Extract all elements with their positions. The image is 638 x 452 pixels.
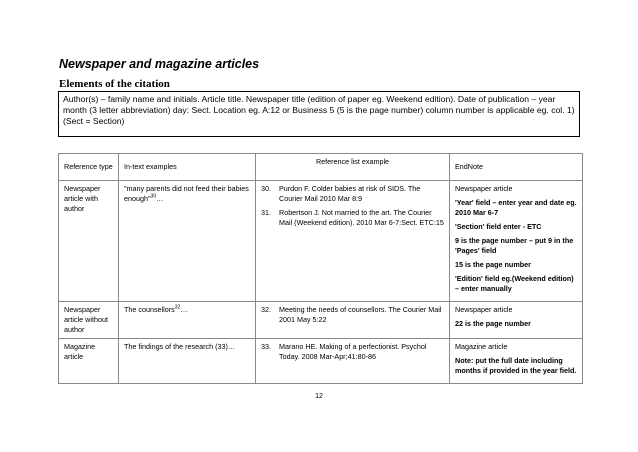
- reference-list-cell: [256, 302, 450, 339]
- reference-entry: [261, 342, 444, 362]
- endnote-cell: [450, 181, 583, 302]
- in-text-example-cell: [119, 181, 256, 302]
- reference-list: [261, 184, 444, 228]
- reference-type-cell: Newspaper article without author: [59, 302, 119, 339]
- page-number: 12: [315, 393, 323, 400]
- section-heading: Newspaper and magazine articles: [59, 57, 260, 71]
- endnote-instruction: Note: put the full date including months if provided in the year field.: [455, 356, 577, 375]
- endnote-instruction: 'Section' field enter - ETC: [455, 222, 542, 231]
- endnote-instruction: 'Year' field – enter year and date eg. 2010 Mar 6-7: [455, 198, 577, 217]
- reference-text: Robertson J. Not married to the art. The Courier Mail (Weekend edition). 2010 Mar 6-7:Sect. ETC:15: [279, 208, 444, 227]
- citation-format-box: [58, 91, 580, 137]
- reference-number: 33.: [261, 342, 271, 351]
- reference-list-cell: [256, 181, 450, 302]
- header-reference-type: Reference type: [59, 154, 119, 181]
- reference-number: 31.: [261, 208, 271, 217]
- reference-examples-table: [58, 153, 583, 384]
- in-text-example-text: The findings of the research (33)…: [124, 342, 236, 351]
- endnote-instruction: 22 is the page number: [455, 319, 531, 328]
- citation-superscript: 32: [174, 304, 181, 311]
- in-text-example-cell: [119, 302, 256, 339]
- citation-elements-heading: Elements of the citation: [59, 78, 170, 90]
- in-text-example-text: The counsellors: [124, 305, 175, 314]
- reference-list: [261, 305, 444, 325]
- header-endnote: EndNote: [450, 154, 583, 181]
- citation-superscript: 30: [150, 193, 157, 200]
- reference-text: Marano HE. Making of a perfectionist. Psychol Today. 2008 Mar-Apr;41:80-86: [279, 342, 427, 361]
- endnote-instruction: Magazine article: [455, 342, 508, 351]
- reference-number: 32.: [261, 305, 271, 314]
- header-reference-list-example: Reference list example: [256, 154, 450, 181]
- endnote-instruction: Newspaper article: [455, 305, 513, 314]
- reference-entry: [261, 208, 444, 228]
- reference-number: 30.: [261, 184, 271, 193]
- reference-type-cell: Newspaper article with author: [59, 181, 119, 302]
- table-row: [59, 302, 583, 339]
- endnote-instruction: 15 is the page number: [455, 260, 531, 269]
- in-text-ellipsis: …: [180, 305, 188, 314]
- reference-entry: [261, 305, 444, 325]
- reference-list-cell: [256, 339, 450, 384]
- endnote-cell: [450, 339, 583, 384]
- citation-format-note: (Sect = Section): [63, 116, 125, 127]
- endnote-instruction: Newspaper article: [455, 184, 513, 193]
- reference-text: Purdon F. Colder babies at risk of SIDS. The Courier Mail 2010 Mar 8:9: [279, 184, 421, 203]
- table-row: [59, 339, 583, 384]
- header-in-text-examples: In-text examples: [119, 154, 256, 181]
- table-header-row: [59, 154, 583, 181]
- citation-format-text: Author(s) – family name and initials. Article title. Newspaper title (edition of paper eg. Weekend edition). Date of publication – year month (3 letter abbreviation) day: Sect. Location eg. A:12 or Business 5 (5 is the page number) column number is applicable eg. col. 1): [63, 94, 575, 116]
- reference-type-cell: Magazine article: [59, 339, 119, 384]
- endnote-instruction: 'Edition' field eg.(Weekend edition) – enter manually: [455, 274, 574, 293]
- endnote-instruction: 9 is the page number – put 9 in the 'Pages' field: [455, 236, 574, 255]
- reference-list: [261, 342, 444, 362]
- reference-text: Meeting the needs of counsellors. The Courier Mail 2001 May 5:22: [279, 305, 442, 324]
- in-text-ellipsis: …: [156, 194, 164, 203]
- reference-entry: [261, 184, 444, 204]
- in-text-example-text: "many parents did not feed their babies enough": [124, 184, 249, 203]
- table-row: [59, 181, 583, 302]
- endnote-cell: [450, 302, 583, 339]
- in-text-example-cell: [119, 339, 256, 384]
